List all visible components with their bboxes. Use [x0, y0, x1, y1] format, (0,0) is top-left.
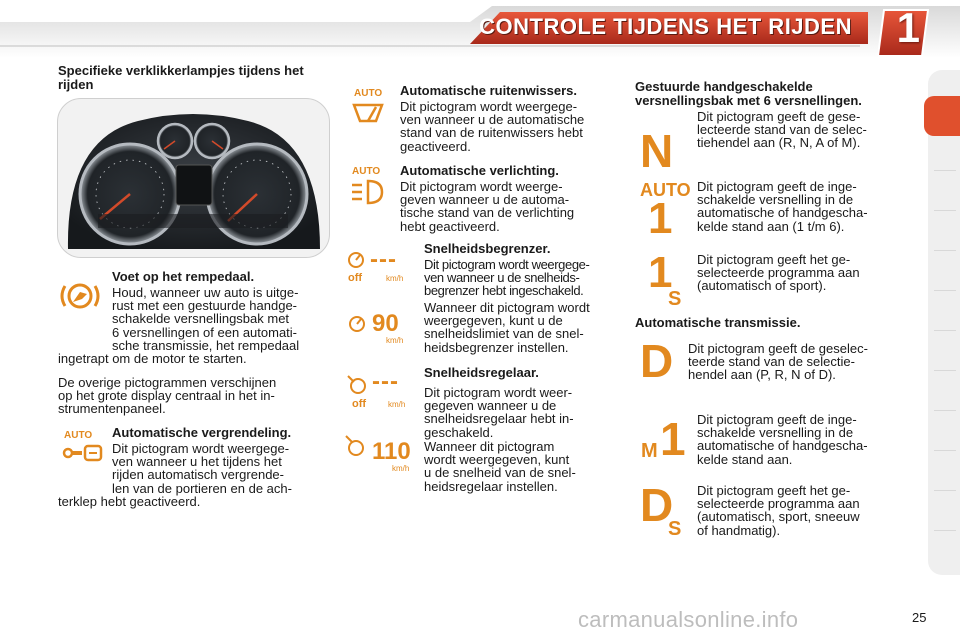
text-line: rust met een gestuurde handge- [112, 298, 298, 314]
speed-limiter-text-1 [424, 258, 616, 298]
text-line: ven wanneer u de automatische [400, 112, 585, 128]
text-line: kelde stand aan. [697, 451, 793, 467]
text-line: of handmatig). [697, 522, 781, 538]
cruise-control-off-value: --- [372, 368, 399, 395]
text-line: terklep hebt geactiveerd. [58, 493, 201, 509]
cruise-control-text-2 [424, 440, 616, 493]
auto-lights-title: Automatische verlichting. [400, 163, 559, 178]
text-line: stand van de ruitenwissers hebt [400, 125, 583, 141]
instrument-panel-image [57, 98, 330, 258]
text-line: Dit pictogram wordt weergege- [400, 99, 578, 114]
foot-brake-title: Voet op het rempedaal. [112, 269, 255, 284]
auto-lock-title: Automatische vergrendeling. [112, 425, 292, 440]
text-line: weergegeven, kunt u de [424, 313, 563, 329]
text-line: heidsbegrenzer instellen. [424, 339, 569, 355]
text-line: begrenzer hebt ingeschakeld. [424, 283, 584, 299]
cruise-control-set-icon [344, 432, 370, 462]
heading-line: Gestuurde handgeschakelde [635, 79, 813, 94]
text-line: Dit pictogram geeft het ge- [697, 252, 851, 267]
gear-n-icon: N [640, 125, 674, 177]
text-line: ven wanneer u de snelheids- [424, 270, 580, 286]
text-line: len van de portieren en de ach- [112, 480, 292, 496]
speed-limiter-title: Snelheidsbegrenzer. [424, 241, 551, 256]
text-line: selecteerde programma aan [697, 265, 860, 281]
cruise-control-off-status: off [352, 398, 367, 410]
gear-auto-label: AUTO [640, 180, 691, 200]
text-line: 6 versnellingen of een automati- [112, 324, 298, 340]
text-line: schakelde versnellingsbak met [112, 311, 290, 327]
gear-d-sport-text [697, 484, 905, 537]
auto-wipers-text [400, 100, 616, 153]
text-line: hebt geactiveerd. [400, 218, 500, 234]
page-number: 25 [912, 610, 927, 625]
speed-limiter-set-icon [346, 310, 372, 340]
page-title: CONTROLE TIJDENS HET RIJDEN [479, 14, 852, 39]
auto-lock-text [58, 442, 326, 508]
auto-transmission-heading: Automatische transmissie. [635, 315, 801, 330]
text-line: wordt weergegeven, kunt [424, 452, 570, 468]
text-line: tische stand van de verlichting [400, 205, 575, 221]
auto-label: AUTO [64, 430, 93, 441]
gear-d-icon: D [640, 335, 674, 387]
cruise-control-off-unit: km/h [388, 400, 406, 409]
text-line: hendel aan (P, R, N of D). [688, 367, 836, 383]
gear-m-1-text [697, 413, 905, 466]
text-line: gegeven wanneer u de [424, 398, 557, 414]
text-line: Dit pictogram geeft de gese- [697, 109, 861, 124]
text-line: (automatisch of sport). [697, 278, 827, 294]
manual-gearbox-heading [635, 80, 915, 108]
foot-brake-text [58, 286, 326, 365]
cruise-control-set-value: 110 [372, 438, 411, 465]
text-line: Dit pictogram geeft de geselec- [688, 341, 868, 356]
text-line: strumentenpaneel. [58, 401, 166, 417]
text-line: Dit pictogram wordt weergege- [112, 441, 290, 456]
speed-limiter-set-value: 90 [372, 310, 399, 337]
text-line: op het grote display centraal in het in- [58, 388, 275, 404]
text-line: kelde stand aan (1 t/m 6). [697, 218, 845, 234]
text-line: selecteerde programma aan [697, 496, 860, 512]
text-line: geactiveerd. [400, 138, 471, 154]
text-line: schakelde versnelling in de [697, 425, 854, 441]
text-line: teerde stand van de selectie- [688, 354, 855, 370]
speed-limiter-off-value: --- [370, 246, 397, 273]
text-line: (automatisch, sport, sneeuw [697, 509, 860, 525]
auto-label: AUTO [354, 88, 383, 99]
text-line: Dit pictogram geeft het ge- [697, 483, 851, 498]
auto-lights-text [400, 180, 616, 233]
heading-line: versnellingsbak met 6 versnellingen. [635, 93, 862, 108]
section-heading-warning-lamps: Specifieke verklikkerlampjes tijdens het rijden [58, 63, 304, 92]
gear-d-sport-icon: D [640, 479, 674, 531]
gear-auto-1-text [697, 180, 905, 233]
cruise-control-text-1 [424, 386, 616, 439]
auto-wipers-icon [346, 88, 390, 132]
active-chapter-tab[interactable] [924, 96, 960, 136]
text-line: tiehendel aan (R, N, A of M). [697, 135, 861, 151]
speed-limiter-off-unit: km/h [386, 274, 404, 283]
speed-limiter-off-status: off [348, 272, 363, 284]
text-line: snelheidsregelaar hebt in- [424, 411, 574, 427]
text-line: u de snelheid van de snel- [424, 465, 576, 481]
gear-1-sport-text [697, 253, 905, 293]
text-line: Dit pictogram wordt weer- [424, 385, 573, 400]
text-line: schakelde versnelling in de [697, 192, 854, 208]
text-line: lecteerde stand van de selec- [697, 122, 867, 138]
text-line: Dit pictogram wordt weerge- [400, 179, 563, 194]
text-line: sche transmissie, het rempedaal [112, 337, 300, 353]
auto-lights-icon [346, 166, 390, 210]
text-line: automatische of handgescha- [697, 205, 868, 221]
speed-limiter-text-2 [424, 301, 616, 354]
text-line: Dit pictogram geeft de inge- [697, 179, 857, 194]
gear-d-text [688, 342, 905, 382]
gear-auto-1-icon: 1 [648, 194, 673, 243]
speed-limiter-set-unit: km/h [386, 336, 404, 345]
text-line: Wanneer dit pictogram [424, 439, 555, 454]
text-line: rijden automatisch vergrende- [112, 467, 284, 483]
watermark: carmanualsonline.info [578, 607, 799, 632]
text-line: De overige pictogrammen verschijnen [58, 375, 277, 390]
cruise-control-title: Snelheidsregelaar. [424, 365, 539, 380]
other-pictograms-text [58, 376, 326, 416]
chapter-side-tabs[interactable] [928, 70, 960, 575]
auto-wipers-title: Automatische ruitenwissers. [400, 83, 577, 98]
gear-sport-s-icon: S [668, 288, 682, 310]
text-line: automatische of handgescha- [697, 438, 868, 454]
text-line: geschakeld. [424, 424, 494, 440]
text-line: heidsregelaar instellen. [424, 478, 558, 494]
auto-label: AUTO [352, 166, 381, 177]
text-line: Houd, wanneer uw auto is uitge- [112, 285, 299, 300]
gear-m-1-icon: 1 [660, 413, 686, 465]
text-line: geven wanneer u de automa- [400, 192, 570, 208]
text-line: Dit pictogram geeft de inge- [697, 412, 857, 427]
gear-n-text [697, 110, 905, 150]
text-line: ingetrapt om de motor te starten. [58, 351, 247, 367]
text-line: ven wanneer u het tijdens het [112, 454, 282, 470]
gear-d-sport-s-icon: S [668, 518, 682, 540]
text-line: snelheidslimiet van de snel- [424, 326, 584, 342]
chapter-number: 1 [896, 4, 920, 51]
cruise-control-set-unit: km/h [392, 464, 410, 473]
text-line: Dit pictogram wordt weergege- [424, 257, 590, 272]
text-line: Wanneer dit pictogram wordt [424, 300, 590, 315]
gear-m-label: M [641, 440, 658, 462]
gear-1-sport-icon: 1 [648, 248, 673, 297]
